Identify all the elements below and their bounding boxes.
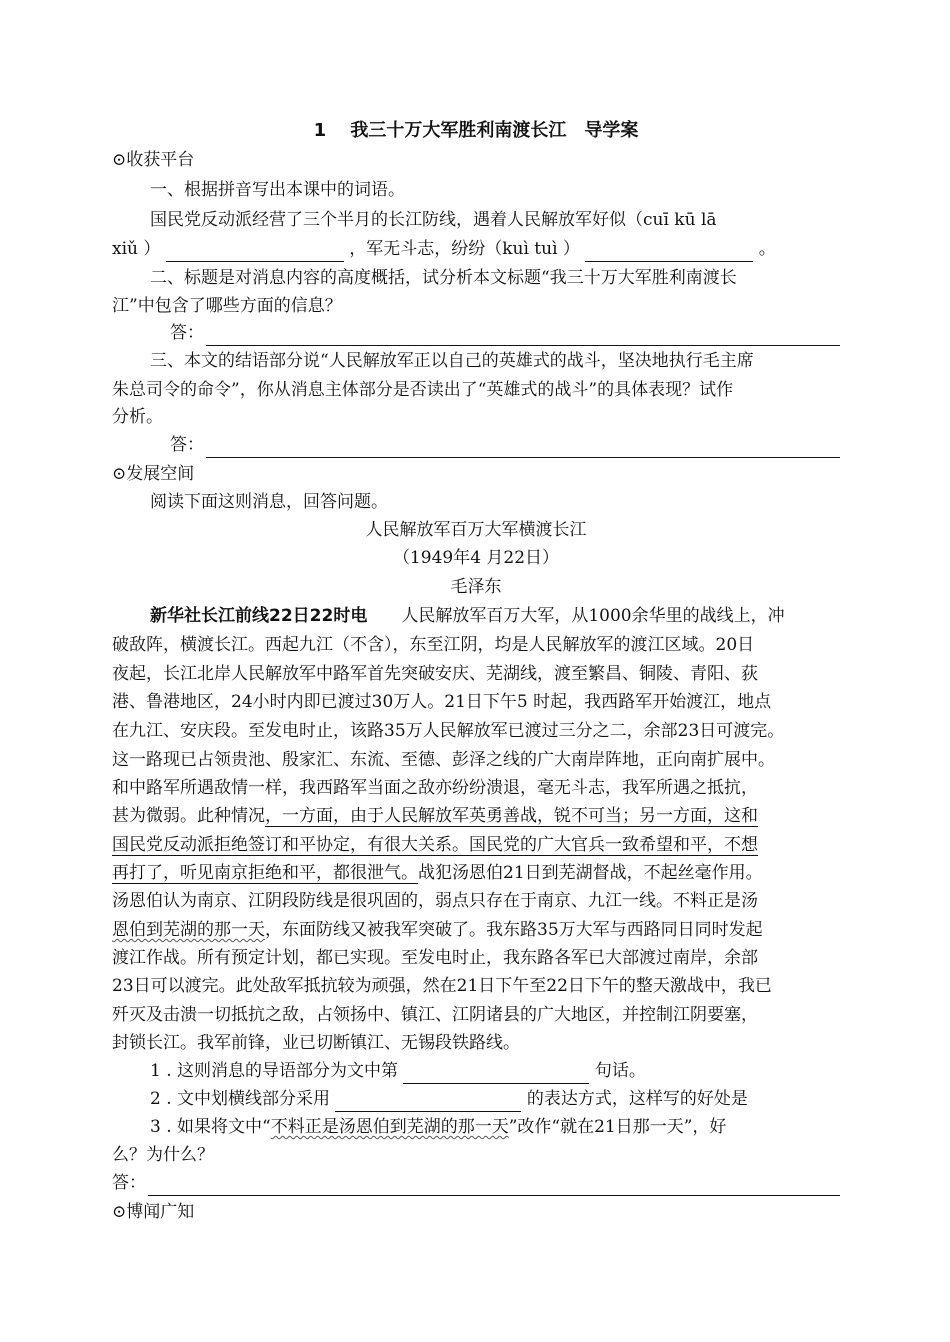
article-line-4: 港、鲁港地区，24小时内即已渡过30万人。21日下午5 时起，我西路军开始渡江，地点 xyxy=(112,692,772,712)
article-line-16: 封锁长江。我军前锋，业已切断镇江、无锡段铁路线。 xyxy=(112,1033,520,1053)
article-author: 毛泽东 xyxy=(450,577,502,597)
q2-answer-row[interactable] xyxy=(170,320,840,346)
reading-intro: 阅读下面这则消息，回答问题。 xyxy=(150,492,388,512)
article-p8-plain: 甚为微弱。此种情况 xyxy=(112,806,265,826)
question-1-text-a: 1 . 这则消息的导语部分为文中第 xyxy=(150,1061,399,1081)
section-development: ⊙发展空间 xyxy=(112,464,195,484)
q2-line2: 江”中包含了哪些方面的信息？ xyxy=(112,296,342,316)
q1-line2-text-c: 。 xyxy=(758,239,776,259)
article-line-12 xyxy=(112,917,840,943)
question-3-quote: 不料正是汤恩伯到芜湖的那一天 xyxy=(270,1117,509,1137)
article-p12-wavy: 恩伯到芜湖的那一天 xyxy=(112,920,265,940)
q3-line1: 三、本文的结语部分说“人民解放军正以自己的英雄式的战斗，坚决地执行毛主席 xyxy=(150,351,754,371)
article-line-7: 和中路军所遇敌情一样，我西路军当面之敌亦纷纷溃退，毫无斗志，我军所遇之抵抗， xyxy=(112,778,758,798)
article-p10-plain: 战犯汤恩伯21日到芜湖督战，不起丝毫作用。 xyxy=(418,863,763,883)
article-line-10 xyxy=(112,860,840,886)
question-3-line2: 么？为什么？ xyxy=(112,1145,214,1165)
article-p8-underlined: ，一方面，由于人民解放军英勇善战，锐不可当；另一方面，这和 xyxy=(265,806,758,826)
question-3 xyxy=(150,1114,840,1140)
article-line-1 xyxy=(150,603,840,629)
q1-blank-1[interactable] xyxy=(166,243,344,262)
q2-answer-label: 答： xyxy=(170,323,204,343)
q1-line2-text-a: xiǔ ） xyxy=(112,239,161,259)
article-p10-underlined: 再打了，听见南京拒绝和平，都很泄气。 xyxy=(112,863,418,883)
question-1 xyxy=(150,1058,840,1084)
q2-answer-blank[interactable] xyxy=(206,327,840,346)
article-headline: 人民解放军百万大军横渡长江 xyxy=(365,520,587,540)
article-line-14: 23日可以渡完。此处敌军抵抗较为顽强，然在21日下午至22日下午的整天激战中，我已 xyxy=(112,976,772,996)
q1-line2 xyxy=(112,236,840,262)
q3-answer-label: 答： xyxy=(170,435,204,455)
article-p9-underlined: 国民党反动派拒绝签订和平协定，有很大关系。国民党的广大官兵一致希望和平，不想 xyxy=(112,835,758,855)
article-p1: 人民解放军百万大军，从1000余华里的战线上，冲 xyxy=(401,606,785,626)
question-3-answer-row[interactable] xyxy=(112,1170,840,1196)
question-2-text-a: 2 . 文中划横线部分采用 xyxy=(150,1089,331,1109)
question-1-text-b: 句话。 xyxy=(594,1061,646,1081)
article-lead: 新华社长江前线22日22时电 xyxy=(150,606,368,626)
article-p12-plain: ，东面防线又被我军突破了。我东路35万大军与西路同日同时发起 xyxy=(265,920,763,940)
article-line-8 xyxy=(112,803,840,829)
article-line-2: 破敌阵，横渡长江。西起九江（不含），东至江阴，均是人民解放军的渡江区域。20日 xyxy=(112,635,755,655)
question-2-text-b: 的表达方式，这样写的好处是 xyxy=(526,1089,748,1109)
section-harvest: ⊙收获平台 xyxy=(112,150,195,170)
question-3-text-b: ”改作“就在21日那一天”，好 xyxy=(508,1117,727,1137)
article-line-13: 渡江作战。所有预定计划，都已实现。至发电时止，我东路各军已大部渡过南岸，余部 xyxy=(112,948,758,968)
q1-line2-text-b: ，军无斗志，纷纷（kuì tuì ） xyxy=(349,239,580,259)
article-line-3: 夜起，长江北岸人民解放军中路军首先突破安庆、芜湖线，渡至繁昌、铜陵、青阳、荻 xyxy=(112,664,758,684)
question-3-answer-label: 答： xyxy=(112,1173,146,1193)
q3-answer-blank[interactable] xyxy=(206,439,840,458)
article-line-11: 汤恩伯认为南京、江阴段防线是很巩固的，弱点只存在于南京、九江一线。不料正是汤 xyxy=(112,891,758,911)
article-line-6: 这一路现已占领贵池、殷家汇、东流、至德、彭泽之线的广大南岸阵地，正向南扩展中。 xyxy=(112,750,775,770)
question-2 xyxy=(150,1086,840,1112)
page-title: 1 我三十万大军胜利南渡长江 导学案 xyxy=(313,120,639,141)
q3-line3: 分析。 xyxy=(112,407,163,427)
q1-label: 一、根据拼音写出本课中的词语。 xyxy=(150,180,405,200)
q3-line2: 朱总司令的命令”，你从消息主体部分是否读出了“英雄式的战斗”的具体表现？试作 xyxy=(112,380,734,400)
article-line-9 xyxy=(112,832,840,858)
q3-answer-row[interactable] xyxy=(170,432,840,458)
q2-line1: 二、标题是对消息内容的高度概括，试分析本文标题“我三十万大军胜利南渡长 xyxy=(150,268,737,288)
q1-blank-2[interactable] xyxy=(585,243,753,262)
q1-line1: 国民党反动派经营了三个半月的长江防线，遇着人民解放军好似（cuī kū lā xyxy=(150,210,717,230)
section-knowledge: ⊙博闻广知 xyxy=(112,1202,195,1222)
article-date: （1949年4 月22日） xyxy=(392,548,560,568)
article-line-5: 在九江、安庆段。至发电时止，该路35万人民解放军已渡过三分之二，余部23日可渡完。 xyxy=(112,721,785,741)
question-3-answer-blank[interactable] xyxy=(148,1177,840,1196)
question-3-text-a: 3 . 如果将文中“ xyxy=(150,1117,271,1137)
article-line-15: 歼灭及击溃一切抵抗之敌，占领扬中、镇江、江阴诸县的广大地区，并控制江阴要塞， xyxy=(112,1005,758,1025)
question-2-blank[interactable] xyxy=(335,1093,521,1112)
question-1-blank[interactable] xyxy=(403,1065,589,1084)
